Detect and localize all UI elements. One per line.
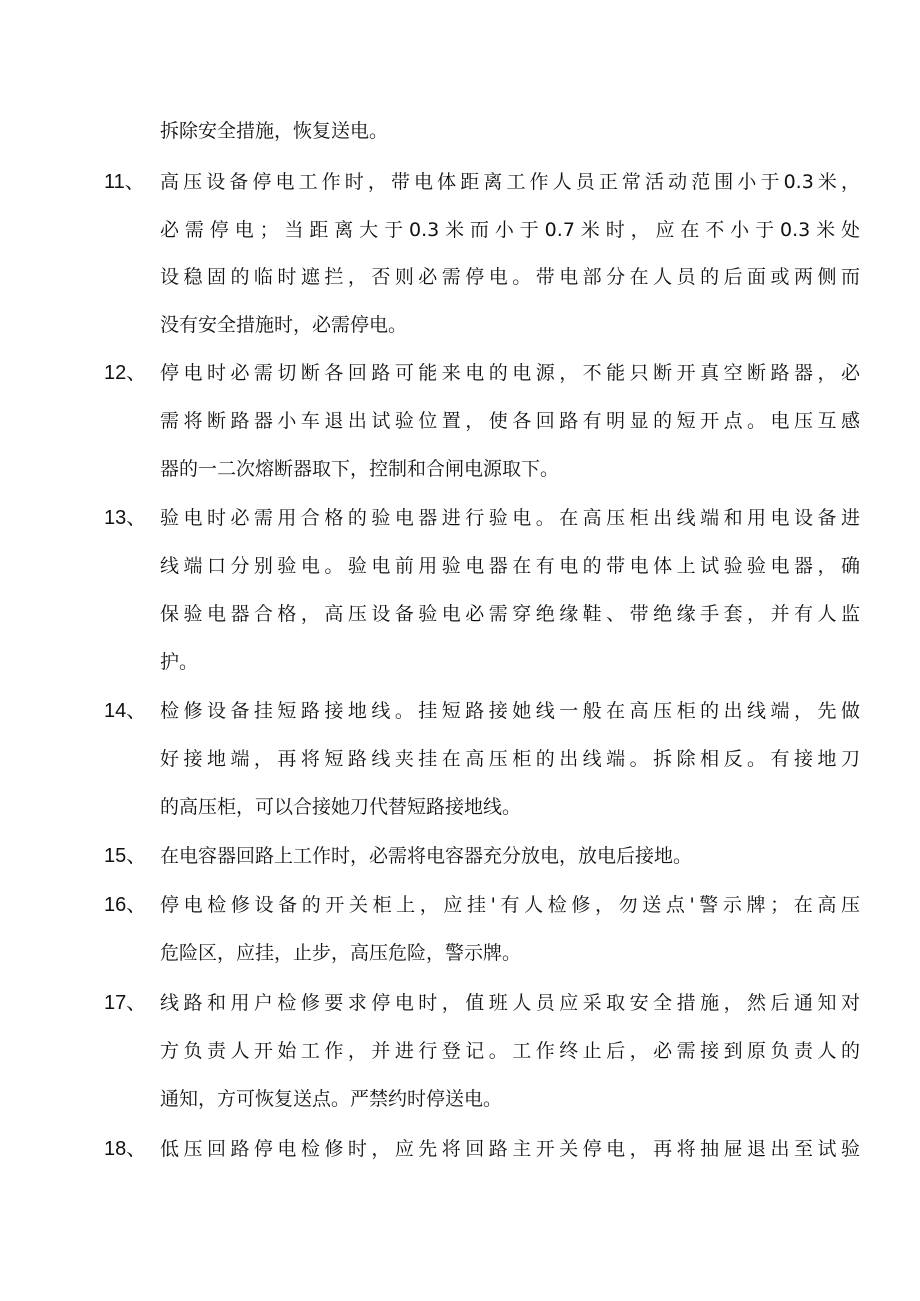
item-14-line-3: 的高压柜，可以合接她刀代替短路接地线。 [160,796,522,818]
item-number-16: 16、 [104,894,147,916]
item-number-11: 11、 [104,171,145,193]
item-18-line-1: 低压回路停电检修时，应先将回路主开关停电，再将抽屉退出至试验 [160,1138,860,1160]
item-14-line-2: 好接地端，再将短路线夹挂在高压柜的出线端。拆除相反。有接地刀 [160,748,860,770]
item-17-line-2: 方负责人开始工作，并进行登记。工作终止后，必需接到原负责人的 [160,1040,860,1062]
item-11-line-2: 必需停电；当距离大于0.3米而小于0.7米时，应在不小于0.3米处 [160,219,860,241]
item-17-line-3: 通知，方可恢复送点。严禁约时停送电。 [160,1088,503,1110]
item-12-line-1: 停电时必需切断各回路可能来电的电源，不能只断开真空断路器，必 [160,362,860,384]
item-14-line-1: 检修设备挂短路接地线。挂短路接她线一般在高压柜的出线端，先做 [160,700,860,722]
item-13-line-4: 护。 [160,651,199,673]
item-number-13: 13、 [104,507,147,529]
item-number-12: 12、 [104,362,147,384]
item-16-line-1: 停电检修设备的开关柜上，应挂'有人检修，勿送点'警示牌；在高压 [160,894,860,916]
item-12-line-2: 需将断路器小车退出试验位置，使各回路有明显的短开点。电压互感 [160,410,860,432]
item-number-15: 15、 [104,845,147,867]
item-number-18: 18、 [104,1138,147,1160]
item-13-line-3: 保验电器合格，高压设备验电必需穿绝缘鞋、带绝缘手套，并有人监 [160,603,860,625]
item-13-line-1: 验电时必需用合格的验电器进行验电。在高压柜出线端和用电设备进 [160,507,860,529]
item-11-line-1: 高压设备停电工作时，带电体距离工作人员正常活动范围小于0.3米， [160,171,860,193]
item-11-line-4: 没有安全措施时，必需停电。 [160,314,408,336]
item-17-line-1: 线路和用户检修要求停电时，值班人员应采取安全措施，然后通知对 [160,992,860,1014]
item-13-line-2: 线端口分别验电。验电前用验电器在有电的带电体上试验验电器，确 [160,555,860,577]
item-number-17: 17、 [104,992,147,1014]
item-11-line-3: 设稳固的临时遮拦，否则必需停电。带电部分在人员的后面或两侧而 [160,266,860,288]
item-16-line-2: 危险区，应挂，止步，高压危险，警示牌。 [160,942,522,964]
item-12-line-3: 器的一二次熔断器取下，控制和合闸电源取下。 [160,458,560,480]
item-15-line-1: 在电容器回路上工作时，必需将电容器充分放电，放电后接地。 [160,845,693,867]
continuation-line: 拆除安全措施，恢复送电。 [160,120,389,142]
item-number-14: 14、 [104,700,147,722]
